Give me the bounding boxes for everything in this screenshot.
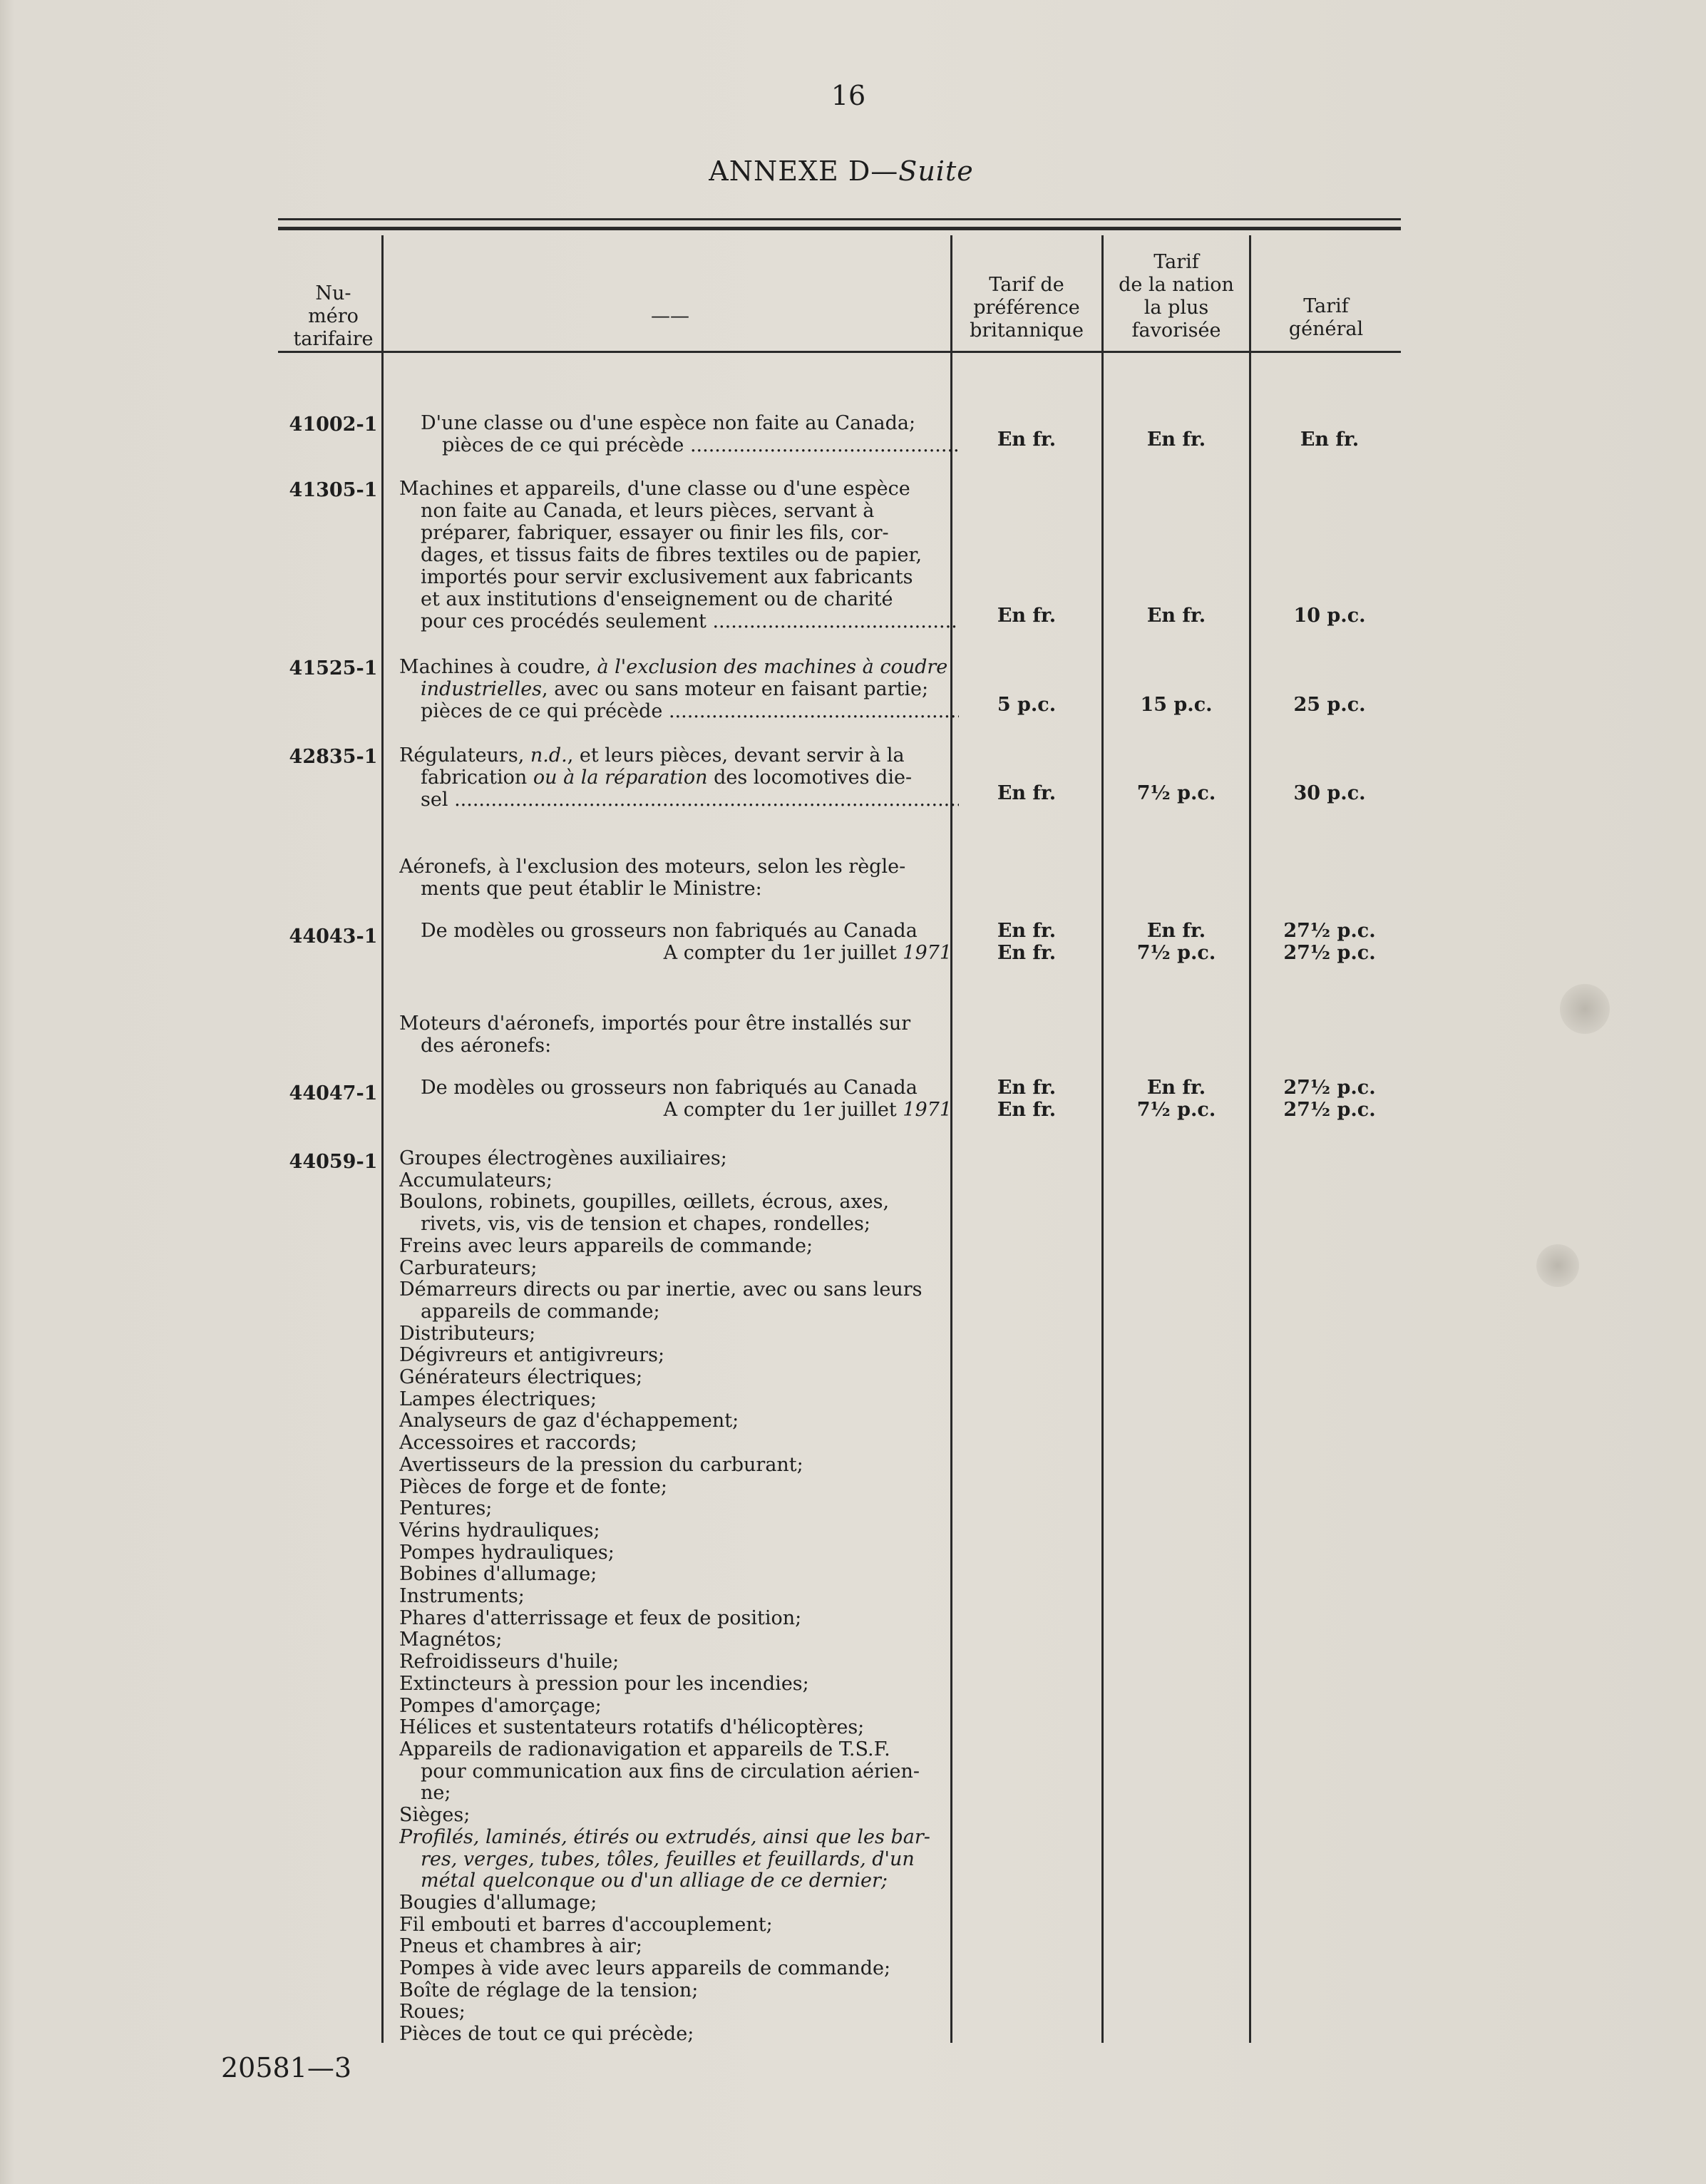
- tariff-number: 44043-1: [289, 926, 378, 948]
- list-item: Instruments;: [399, 1586, 525, 1608]
- list-item: Freins avec leurs appareils de commande;: [399, 1235, 813, 1257]
- list-item: Pompes à vide avec leurs appareils de commande;: [399, 1958, 891, 1980]
- list-item: Démarreurs directs ou par inertie, avec ou sans leurs: [399, 1279, 923, 1301]
- general-rate: 30 p.c.: [1293, 782, 1366, 804]
- list-item: Sièges;: [399, 1805, 471, 1827]
- nation-rate: En fr. 7½ p.c.: [1136, 920, 1216, 964]
- general-rate: 10 p.c.: [1293, 605, 1366, 627]
- nation-rate: En fr. 7½ p.c.: [1136, 1077, 1216, 1121]
- page-title: ANNEXE D—Suite: [709, 155, 974, 187]
- british-rate: En fr. En fr.: [997, 920, 1057, 964]
- list-item: Bougies d'allumage;: [399, 1892, 597, 1914]
- list-item: ne;: [421, 1783, 451, 1805]
- list-item: Dégivreurs et antigivreurs;: [399, 1345, 665, 1367]
- paper-spot: [1536, 1244, 1579, 1287]
- list-item: Extincteurs à pression pour les incendies;: [399, 1673, 809, 1695]
- list-item: Bobines d'allumage;: [399, 1564, 597, 1586]
- british-rate: En fr.: [997, 782, 1057, 804]
- parts-list: [399, 1148, 959, 2046]
- nation-rate: En fr.: [1146, 429, 1206, 451]
- general-rate: 27½ p.c. 27½ p.c.: [1283, 1077, 1376, 1121]
- list-item: pour communication aux fins de circulation aérien-: [421, 1760, 920, 1783]
- nation-rate: En fr.: [1146, 605, 1206, 627]
- list-item: Groupes électrogènes auxiliaires;: [399, 1148, 727, 1169]
- column-rule: [1101, 235, 1104, 2043]
- header-general-tariff: Tarif général: [1288, 295, 1364, 340]
- list-item: res, verges, tubes, tôles, feuilles et feuillards, d'un: [421, 1848, 915, 1870]
- tariff-number: 44047-1: [289, 1082, 378, 1104]
- engines-heading: Moteurs d'aéronefs, importés pour être installés sur des aéronefs:: [399, 1012, 911, 1057]
- list-item: Pompes d'amorçage;: [399, 1695, 602, 1717]
- british-rate: En fr.: [997, 605, 1057, 627]
- list-item: appareils de commande;: [421, 1301, 660, 1323]
- item-description: D'une classe ou d'une espèce non faite au Canada; pièces de ce qui précède .....: [399, 412, 959, 456]
- list-item: Boulons, robinets, goupilles, œillets, écrous, axes,: [399, 1191, 890, 1214]
- list-item: Roues;: [399, 2001, 466, 2024]
- list-item: Pompes hydrauliques;: [399, 1542, 615, 1564]
- list-item: Accessoires et raccords;: [399, 1432, 637, 1455]
- list-item: Pièces de tout ce qui précède;: [399, 2024, 694, 2046]
- list-item: Pneus et chambres à air;: [399, 1936, 643, 1958]
- list-item: Accumulateurs;: [399, 1169, 553, 1191]
- list-item: Fil embouti et barres d'accouplement;: [399, 1914, 773, 1936]
- british-rate: En fr.: [997, 429, 1057, 451]
- list-item: Magnétos;: [399, 1629, 503, 1651]
- header-most-favoured-nation: Tarif de la nation la plus favorisée: [1119, 251, 1234, 342]
- list-item: Carburateurs;: [399, 1257, 538, 1279]
- column-rule: [381, 235, 384, 2043]
- list-item: Hélices et sustentateurs rotatifs d'hélicoptères;: [399, 1717, 865, 1739]
- item-description: Régulateurs, n.d., et leurs pièces, devant servir à la fabrication ou à la réparation des locomotives die- sel .....: [399, 744, 959, 811]
- item-description: De modèles ou grosseurs non fabriqués au Canada A compter du 1er juillet 1971: [421, 1077, 952, 1121]
- document-id: 20581—3: [221, 2052, 352, 2083]
- top-rule-thick: [278, 227, 1401, 230]
- list-item: Pièces de forge et de fonte;: [399, 1476, 667, 1498]
- list-item: Vérins hydrauliques;: [399, 1519, 600, 1542]
- list-item: Lampes électriques;: [399, 1388, 597, 1410]
- nation-rate: 7½ p.c.: [1136, 782, 1216, 804]
- list-item: Générateurs électriques;: [399, 1367, 643, 1389]
- page-number: 16: [831, 80, 866, 111]
- list-item: Appareils de radionavigation et appareils de T.S.F.: [399, 1738, 890, 1760]
- list-item: métal quelconque ou d'un alliage de ce dernier;: [421, 1870, 888, 1892]
- tariff-number: 42835-1: [289, 746, 378, 768]
- tariff-number: 41525-1: [289, 657, 378, 680]
- paper-spot: [1560, 984, 1610, 1034]
- tariff-number: 41305-1: [289, 479, 378, 501]
- item-description: Machines et appareils, d'une classe ou d'une espèce non faite au Canada, et leurs pièces, servant à préparer, fabriquer, essayer ou finir les fils, cor- dages, et tissus faits de fibres textiles ou de papier, importés pour servir exclusivement aux fabricants et aux institutions d'enseignement ou de charité pour ces procédés seulement .....: [399, 478, 959, 632]
- list-item: Analyseurs de gaz d'échappement;: [399, 1410, 739, 1432]
- list-item: Distributeurs;: [399, 1323, 536, 1345]
- item-description: De modèles ou grosseurs non fabriqués au Canada A compter du 1er juillet 1971: [421, 920, 952, 964]
- top-rule: [278, 218, 1401, 220]
- general-rate: En fr.: [1300, 429, 1360, 451]
- tariff-number: 44059-1: [289, 1151, 378, 1173]
- nation-rate: 15 p.c.: [1140, 694, 1213, 716]
- british-rate: En fr. En fr.: [997, 1077, 1057, 1121]
- list-item: Pentures;: [399, 1498, 493, 1520]
- aircraft-heading: Aéronefs, à l'exclusion des moteurs, selon les règle- ments que peut établir le Ministre:: [399, 856, 906, 900]
- header-rule: [278, 351, 1401, 353]
- list-item: Profilés, laminés, étirés ou extrudés, ainsi que les bar-: [399, 1826, 930, 1848]
- list-item: rivets, vis, vis de tension et chapes, rondelles;: [421, 1214, 870, 1236]
- tariff-number: 41002-1: [289, 414, 378, 436]
- list-item: Phares d'atterrissage et feux de position;: [399, 1607, 802, 1629]
- item-description: Machines à coudre, à l'exclusion des machines à coudre industrielles, avec ou sans moteur en faisant partie; pièces de ce qui précède .....: [399, 656, 959, 722]
- list-item: Boîte de réglage de la tension;: [399, 1979, 699, 2001]
- general-rate: 25 p.c.: [1293, 694, 1366, 716]
- list-item: Refroidisseurs d'huile;: [399, 1651, 620, 1673]
- header-description: ——: [651, 305, 689, 327]
- general-rate: 27½ p.c. 27½ p.c.: [1283, 920, 1376, 964]
- list-item: Avertisseurs de la pression du carburant;: [399, 1454, 803, 1476]
- header-british-preference: Tarif de préférence britannique: [970, 274, 1084, 342]
- british-rate: 5 p.c.: [997, 694, 1057, 716]
- column-rule: [1249, 235, 1251, 2043]
- header-tariff-number: Nu- méro tarifaire: [293, 282, 374, 350]
